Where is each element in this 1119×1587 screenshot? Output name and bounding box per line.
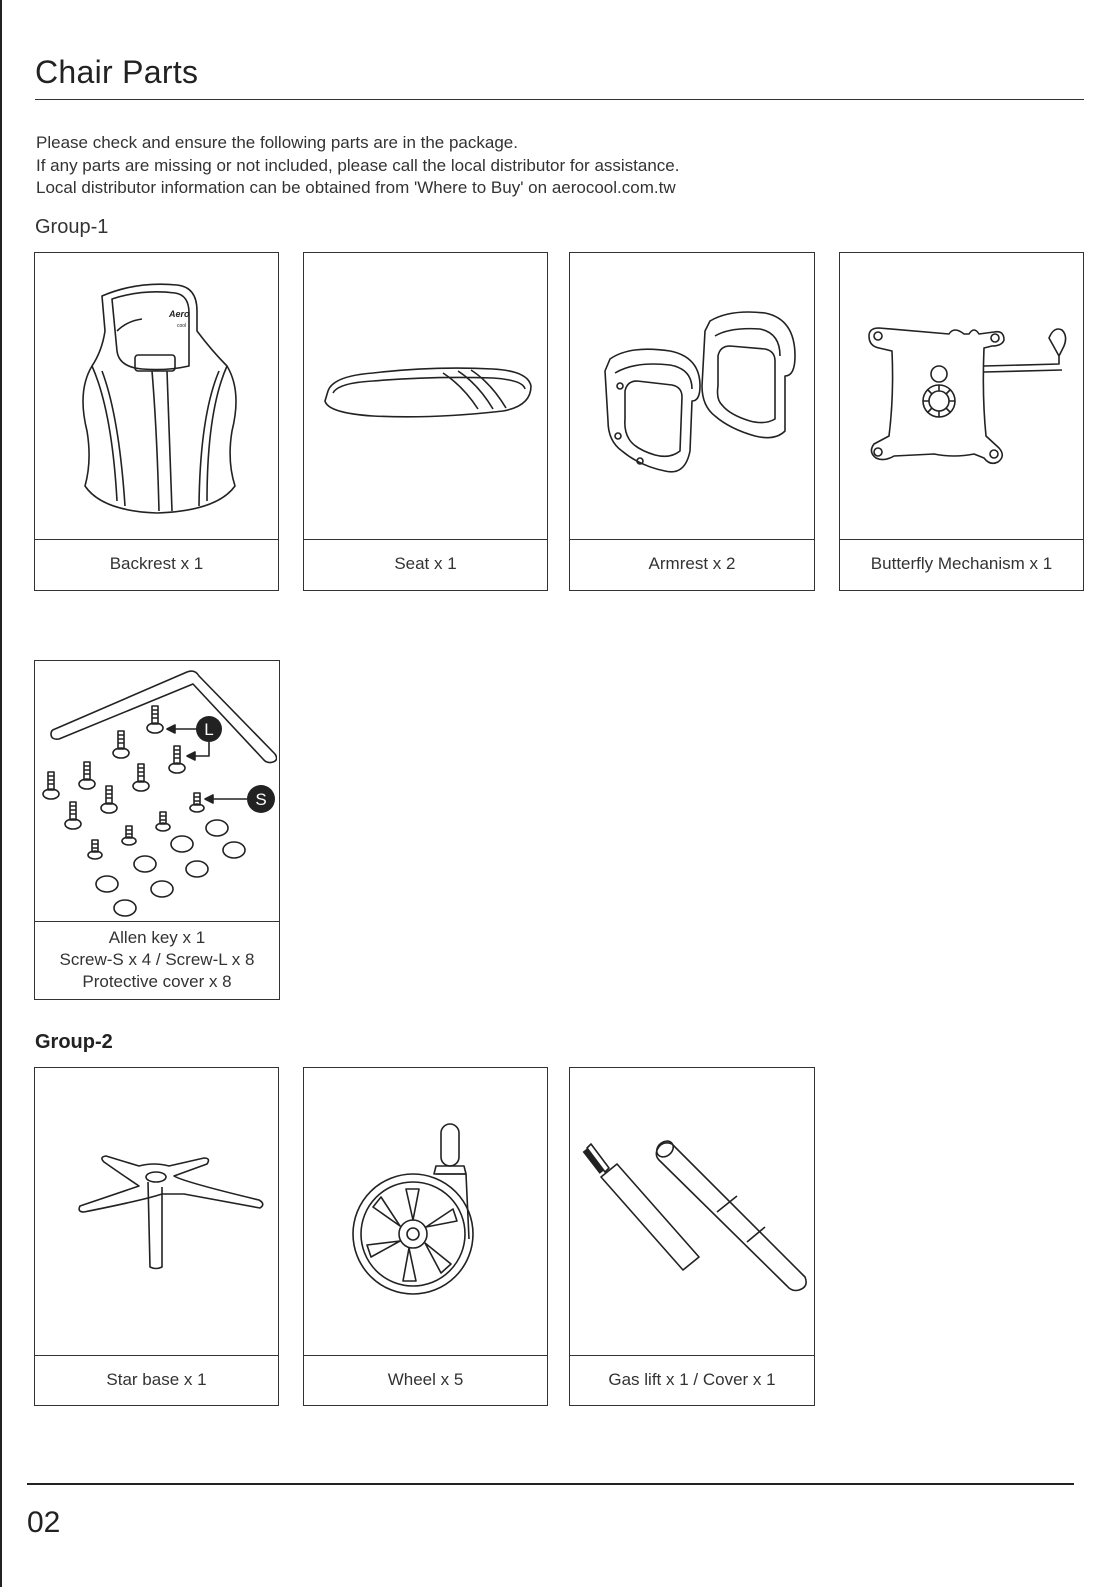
intro-text: [36, 132, 680, 200]
allen-key-icon: [51, 671, 277, 762]
butterfly-mechanism-icon: [840, 253, 1083, 540]
page-number: 02: [27, 1506, 61, 1539]
callout-S: S: [255, 789, 267, 809]
part-card-backrest: [34, 252, 279, 591]
part-card-armrest: [569, 252, 815, 591]
star-base-icon: [35, 1068, 278, 1356]
title-divider: [35, 99, 1084, 100]
svg-text:cool: cool: [176, 323, 186, 329]
group-2-label: Group-2: [35, 1031, 113, 1053]
svg-text:Aero: Aero: [168, 309, 190, 319]
backrest-icon: [35, 253, 278, 540]
hardware-caption-line-2: Screw-S x 4 / Screw-L x 8: [59, 949, 255, 969]
footer-divider: [27, 1483, 1074, 1485]
part-card-hardware: [34, 660, 280, 1000]
hardware-icon: [35, 661, 279, 922]
seat-icon: [304, 253, 547, 540]
butterfly-mechanism-caption: Butterfly Mechanism x 1: [870, 554, 1053, 573]
part-card-wheel: [303, 1067, 548, 1406]
part-card-butterfly-mechanism: [839, 252, 1084, 591]
star-base-caption: Star base x 1: [106, 1369, 207, 1389]
seat-caption: Seat x 1: [394, 554, 457, 573]
hardware-caption: [35, 920, 279, 999]
backrest-caption: Backrest x 1: [109, 554, 204, 573]
page-title: Chair Parts: [35, 54, 199, 90]
part-card-gas-lift: [569, 1067, 815, 1406]
hardware-caption-line-3: Protective cover x 8: [82, 971, 232, 991]
intro-line-1: Please check and ensure the following parts are in the package.: [36, 133, 518, 152]
intro-line-2: If any parts are missing or not included, please call the local distributor for assistance.: [36, 155, 680, 175]
callout-L: L: [204, 719, 214, 739]
gas-lift-caption: Gas lift x 1 / Cover x 1: [608, 1369, 776, 1389]
armrest-caption: Armrest x 2: [648, 554, 736, 573]
intro-line-3: Local distributor information can be obtained from 'Where to Buy' on aerocool.com.tw: [36, 178, 676, 197]
wheel-icon: [304, 1068, 547, 1356]
group-1-label: Group-1: [35, 216, 109, 238]
hardware-caption-line-1: Allen key x 1: [108, 927, 206, 947]
gas-lift-icon: [570, 1068, 814, 1356]
part-card-star-base: [34, 1067, 279, 1406]
armrest-icon: [570, 253, 814, 540]
wheel-caption: Wheel x 5: [387, 1369, 464, 1389]
part-card-seat: [303, 252, 548, 591]
